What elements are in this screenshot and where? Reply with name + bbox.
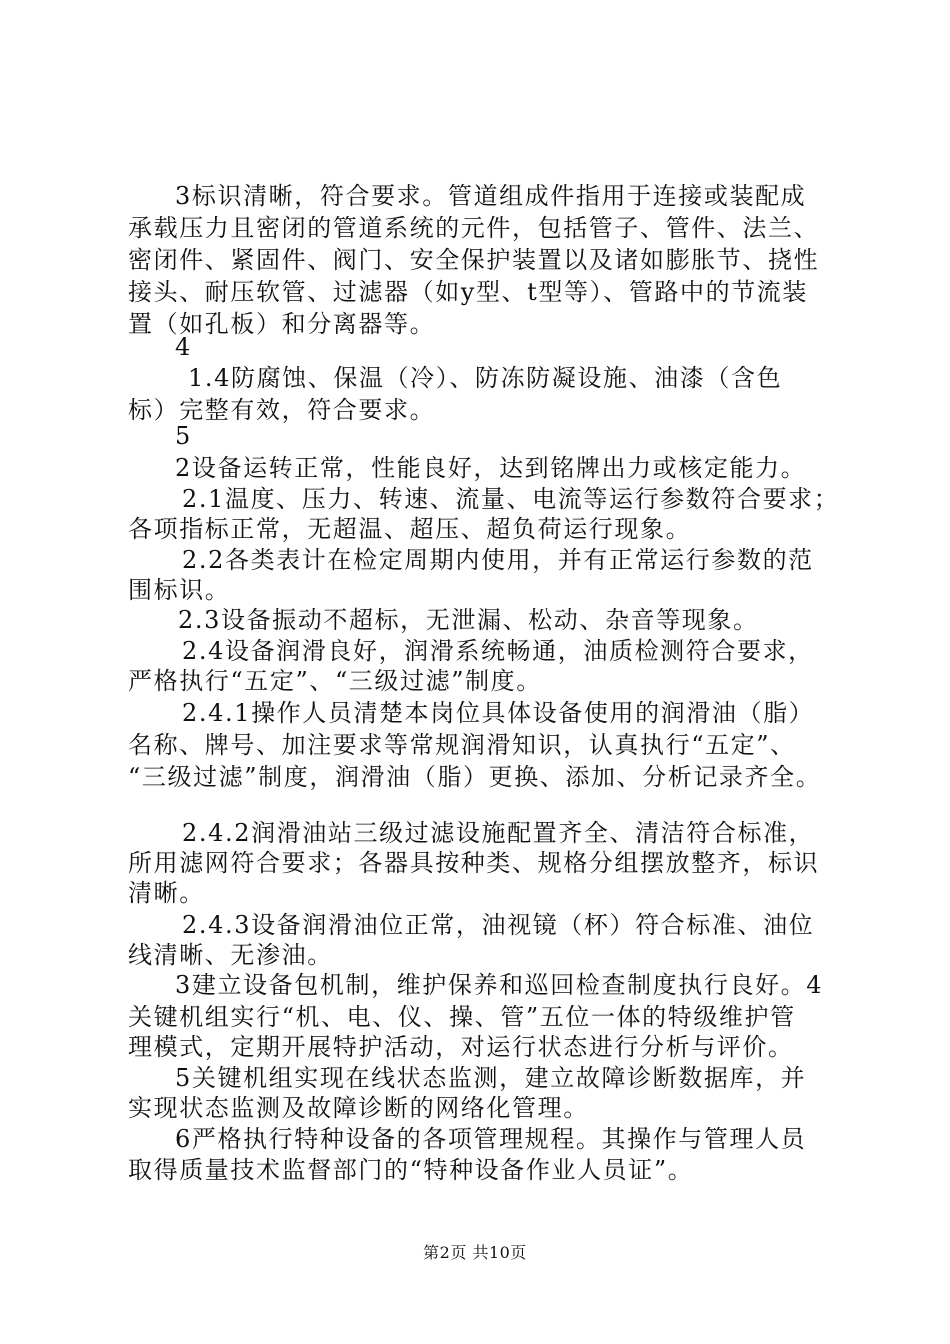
text-line-10: 2设备运转正常，性能良好，达到铭牌出力或核定能力。 (175, 454, 807, 482)
text-line-22: 所用滤网符合要求；各器具按种类、规格分组摆放整齐，标识 (128, 849, 820, 877)
text-line-17: 严格执行“五定”、“三级过滤”制度。 (128, 667, 542, 695)
text-line-24: 2.4.3设备润滑油位正常，油视镜（杯）符合标准、油位 (182, 911, 815, 939)
text-line-32: 取得质量技术监督部门的“特种设备作业人员证”。 (128, 1156, 694, 1184)
text-line-12: 各项指标正常，无超温、超压、超负荷运行现象。 (128, 515, 692, 543)
text-line-2: 承载压力且密闭的管道系统的元件，包括管子、管件、法兰、 (128, 214, 820, 242)
text-line-6: 4 (175, 333, 192, 361)
text-line-20: “三级过滤”制度，润滑油（脂）更换、添加、分析记录齐全。 (128, 763, 822, 791)
text-line-15: 2.3设备振动不超标，无泄漏、松动、杂音等现象。 (178, 606, 759, 634)
text-line-30: 实现状态监测及故障诊断的网络化管理。 (128, 1094, 589, 1122)
text-line-7: 1.4防腐蚀、保温（冷）、防冻防凝设施、油漆（含色 (188, 364, 783, 392)
text-line-19: 名称、牌号、加注要求等常规润滑知识，认真执行“五定”、 (128, 731, 796, 759)
text-line-21: 2.4.2润滑油站三级过滤设施配置齐全、清洁符合标准， (182, 819, 815, 847)
text-line-25: 线清晰、无渗油。 (128, 941, 333, 969)
text-line-29: 5关键机组实现在线状态监测，建立故障诊断数据库，并 (175, 1064, 807, 1092)
text-line-31: 6严格执行特种设备的各项管理规程。其操作与管理人员 (175, 1125, 807, 1153)
page-number-footer: 第2页 共10页 (423, 1243, 527, 1262)
text-line-26: 3建立设备包机制，维护保养和巡回检查制度执行良好。4 (175, 971, 824, 999)
text-line-5: 置（如孔板）和分离器等。 (128, 310, 436, 338)
text-line-1: 3标识清晰，符合要求。管道组成件指用于连接或装配成 (175, 182, 807, 210)
text-line-23: 清晰。 (128, 879, 205, 907)
text-line-27: 关键机组实行“机、电、仪、操、管”五位一体的特级维护管 (128, 1003, 796, 1031)
text-line-8: 标）完整有效，符合要求。 (128, 396, 436, 424)
text-line-13: 2.2各类表计在检定周期内使用，并有正常运行参数的范 (182, 546, 814, 574)
text-line-3: 密闭件、紧固件、阀门、安全保护装置以及诸如膨胀节、挠性 (128, 246, 820, 274)
text-line-4: 接头、耐压软管、过滤器（如y型、t型等）、管路中的节流装 (128, 278, 809, 306)
text-line-9: 5 (175, 422, 192, 450)
text-line-18: 2.4.1操作人员清楚本岗位具体设备使用的润滑油（脂） (182, 699, 815, 727)
text-line-16: 2.4设备润滑良好，润滑系统畅通，油质检测符合要求， (182, 637, 814, 665)
text-line-11: 2.1温度、压力、转速、流量、电流等运行参数符合要求； (182, 485, 840, 513)
text-line-14: 围标识。 (128, 576, 231, 604)
text-line-28: 理模式，定期开展特护活动，对运行状态进行分析与评价。 (128, 1033, 794, 1061)
